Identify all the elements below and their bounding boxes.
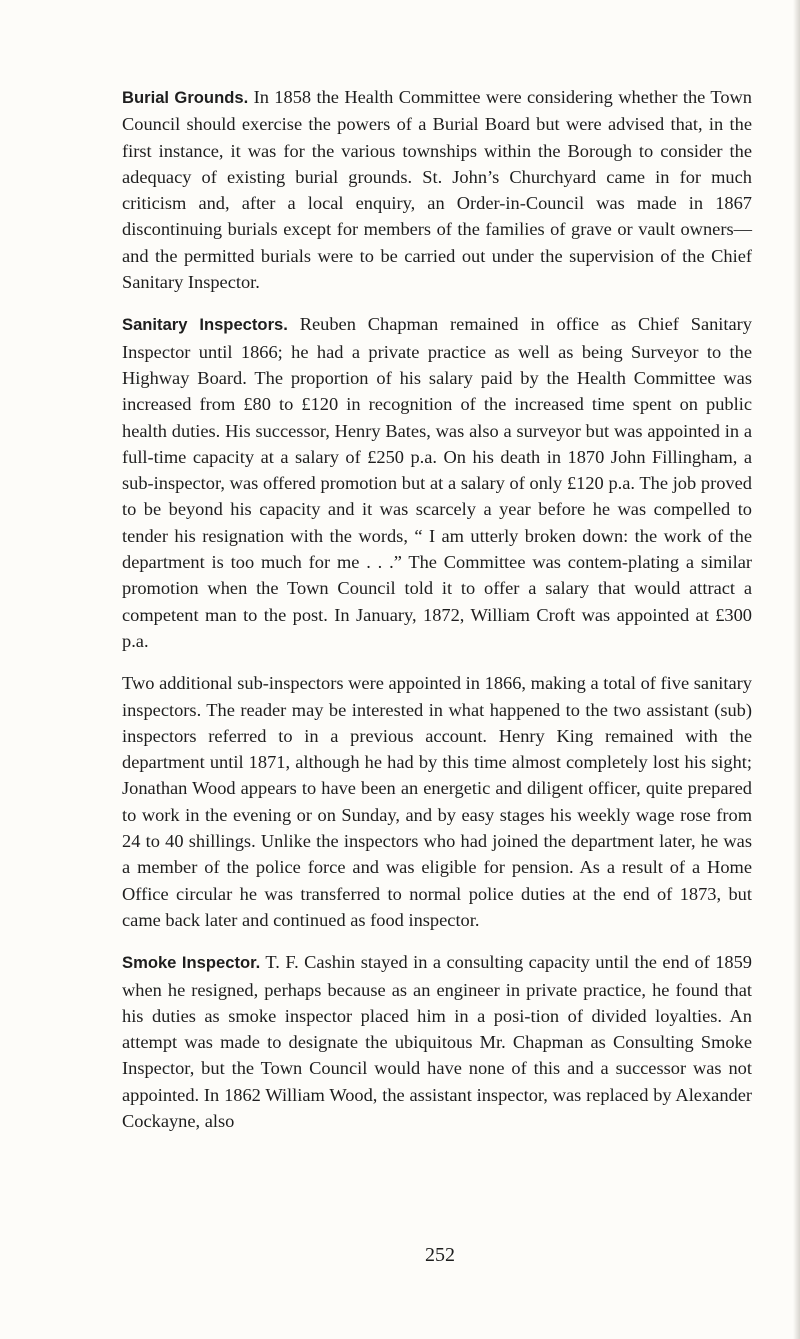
paragraph-burial-grounds [122,84,752,295]
paragraph-text: In 1858 the Health Committee were considering whether the Town Council should exercise the powers of a Burial Board but were advised that, in the first instance, it was for the various townships within the Borough to consider the adequacy of existing burial grounds. St. John’s Churchyard came in for much criticism and, after a local enquiry, an Order-in-Council was made in 1867 discontinuing burials except for members of the families of grave or vault owners—and the permitted burials were to be carried out under the supervision of the Chief Sanitary Inspector. [122,87,752,293]
heading-sanitary-inspectors: Sanitary Inspectors. [122,315,288,335]
page-edge-shadow [793,0,800,1339]
heading-burial-grounds: Burial Grounds. [122,88,249,107]
paragraph-sanitary-inspectors [122,311,752,654]
body-text [122,84,752,1150]
paragraph-additional-inspectors [122,670,752,933]
paragraph-smoke-inspector [122,949,752,1134]
paragraph-text: Reuben Chapman remained in office as Chief Sanitary Inspector until 1866; he had a private practice as well as being Surveyor to the Highway Board. The proportion of his salary paid by the Health Committee was increased from £80 to £120 in recognition of the increased time spent on public health duties. His successor, Henry Bates, was also a surveyor but was appointed in a full-time capacity at a salary of £250 p.a. On his death in 1870 John Fillingham, a sub-inspector, was offered promotion but at a salary of only £120 p.a. The job proved to be beyond his capacity and it was scarcely a year before he was compelled to tender his resignation with the words, “ I am utterly broken down: the work of the department is too much for me . . .” The Committee was contem-plating a similar promotion when the Town Council told it to offer a salary that would attract a competent man to the post. In January, 1872, William Croft was appointed at £300 p.a. [122,314,752,651]
page-number: 252 [425,1244,455,1266]
heading-smoke-inspector: Smoke Inspector. [122,953,261,973]
paragraph-text: Two additional sub-inspectors were appointed in 1866, making a total of five sanitary inspectors. The reader may be interested in what happened to the two assistant (sub) inspectors referred to in a previous account. Henry King remained with the department until 1871, although he had by this time almost completely lost his sight; Jonathan Wood appears to have been an energetic and diligent officer, quite prepared to work in the evening or on Sunday, and by easy stages his weekly wage rose from 24 to 40 shillings. Unlike the inspectors who had joined the department later, he was a member of the police force and was eligible for pension. As a result of a Home Office circular he was transferred to normal police duties at the end of 1873, but came back later and continued as food inspector. [122,673,752,930]
paragraph-text: T. F. Cashin stayed in a consulting capacity until the end of 1859 when he resigned, perhaps because as an engineer in private practice, he found that his duties as smoke inspector placed him in a posi-tion of divided loyalties. An attempt was made to designate the ubiquitous Mr. Chapman as Consulting Smoke Inspector, but the Town Council would have none of this and a successor was not appointed. In 1862 William Wood, the assistant inspector, was replaced by Alexander Cockayne, also [122,952,752,1131]
